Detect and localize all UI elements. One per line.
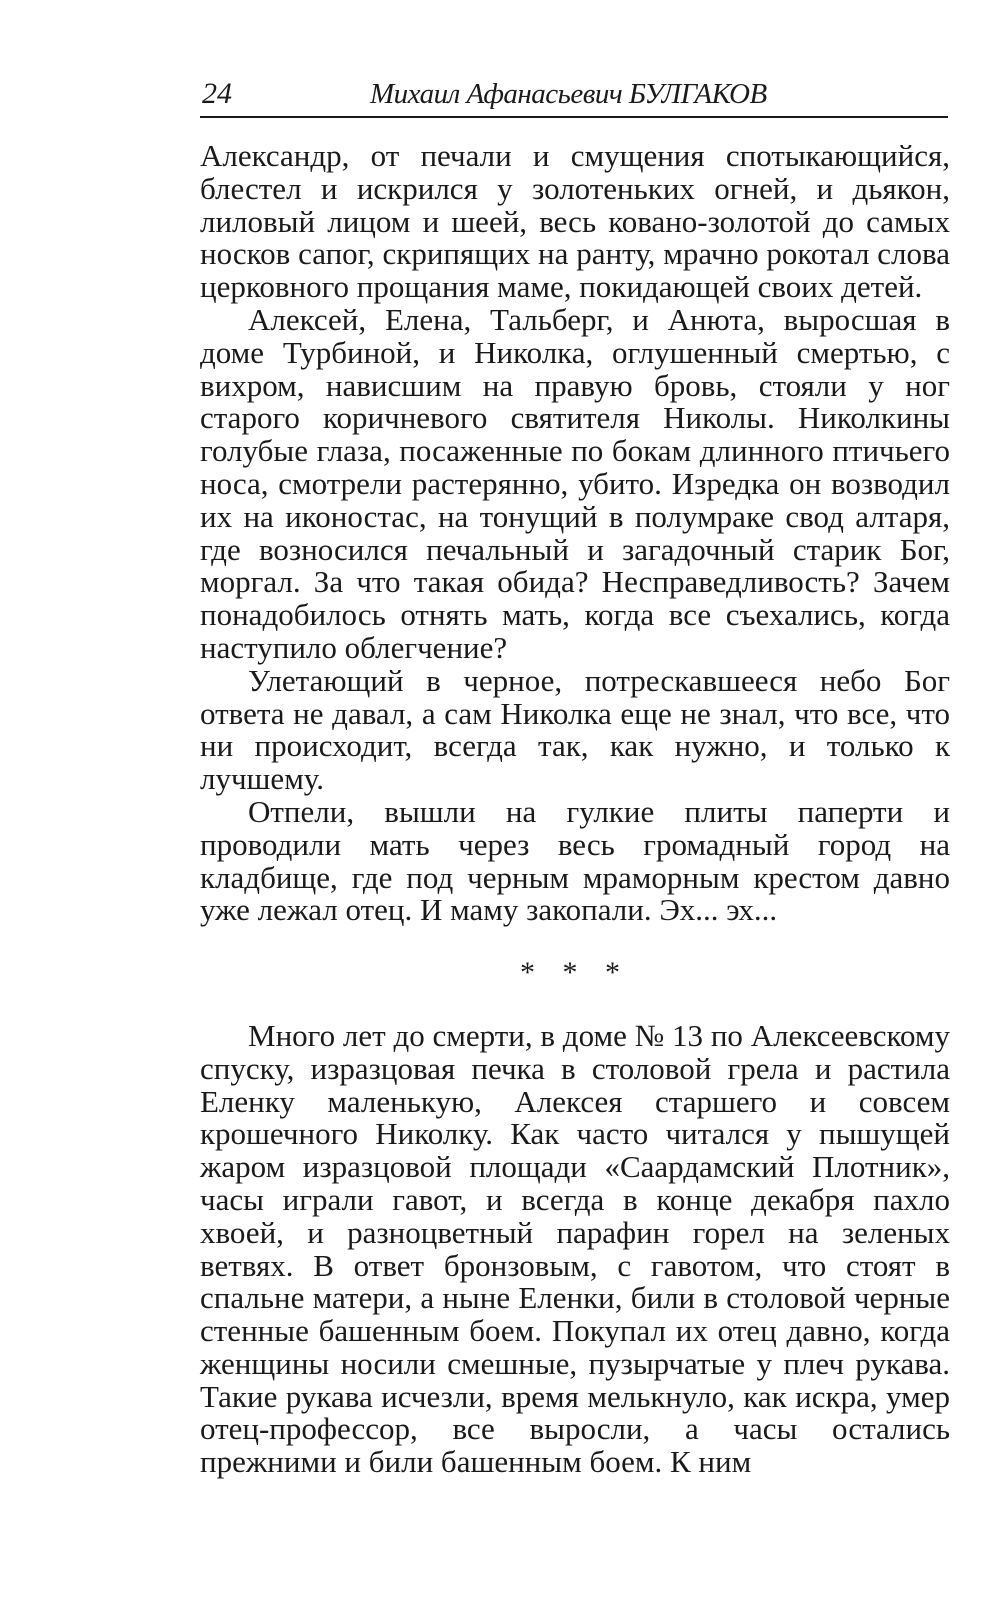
paragraph: Улетающий в черное, потрескавшееся небо Бог ответа не давал, а сам Николка еще не знал, что все, что ни происходит, всегда так, как нужно, и только к лучшему. <box>200 662 950 797</box>
running-head <box>200 76 948 118</box>
paragraph: Александр, от печали и смущения спотыкающийся, блестел и искрился у золотеньких огней, и дьякон, лиловый лицом и шеей, весь ковано-золотой до самых носков сапог, скрипящих на ранту, мрачно рокотал слова церковного прощания маме, покидающей своих детей. <box>200 138 950 305</box>
paragraph: Много лет до смерти, в доме № 13 по Алексеевскому спуску, изразцовая печка в столовой грела и растила Еленку маленькую, Алексея старшего и совсем крошечного Николку. Как часто читался у пышущей жаром изразцовой площади «Саардамский Плотник», часы играли гавот, и всегда в конце декабря пахло хвоей, и разноцветный парафин горел на зеленых ветвях. В ответ бронзовым, с гавотом, что стоят в спальне матери, а ныне Еленки, били в столовой черные стенные башенным боем. Покупал их отец давно, когда женщины носили смешные, пузырчатые у плеч рукава. Такие рукава исчезли, время мелькнуло, как искра, умер отец-профессор, все выросли, а часы остались прежними и били башенным боем. К ним <box>200 1017 950 1480</box>
paragraph: Отпели, вышли на гулкие плиты паперти и проводили мать через весь громадный город на кладбище, где под черным мраморным крестом давно уже лежал отец. И маму закопали. Эх... эх... <box>200 793 950 928</box>
section-separator: * * * <box>520 956 630 990</box>
paragraph: Алексей, Елена, Тальберг, и Анюта, выросшая в доме Турбиной, и Николка, оглушенный смертью, с вихром, нависшим на правую бровь, стояли у ног старого коричневого святителя Николы. Николкины голубые глаза, посаженные по бокам длинного птичьего носа, смотрели растерянно, убито. Изредка он возводил их на иконостас, на тонущий в полумраке свод алтаря, где возносился печальный и загадочный старик Бог, моргал. За что такая обида? Несправедливость? Зачем понадобилось отнять мать, когда все съехались, когда наступило облегчение? <box>200 301 950 665</box>
page-number: 24 <box>202 77 232 110</box>
running-title: Михаил Афанасьевич БУЛГАКОВ <box>370 78 767 110</box>
body-text <box>200 140 950 1479</box>
